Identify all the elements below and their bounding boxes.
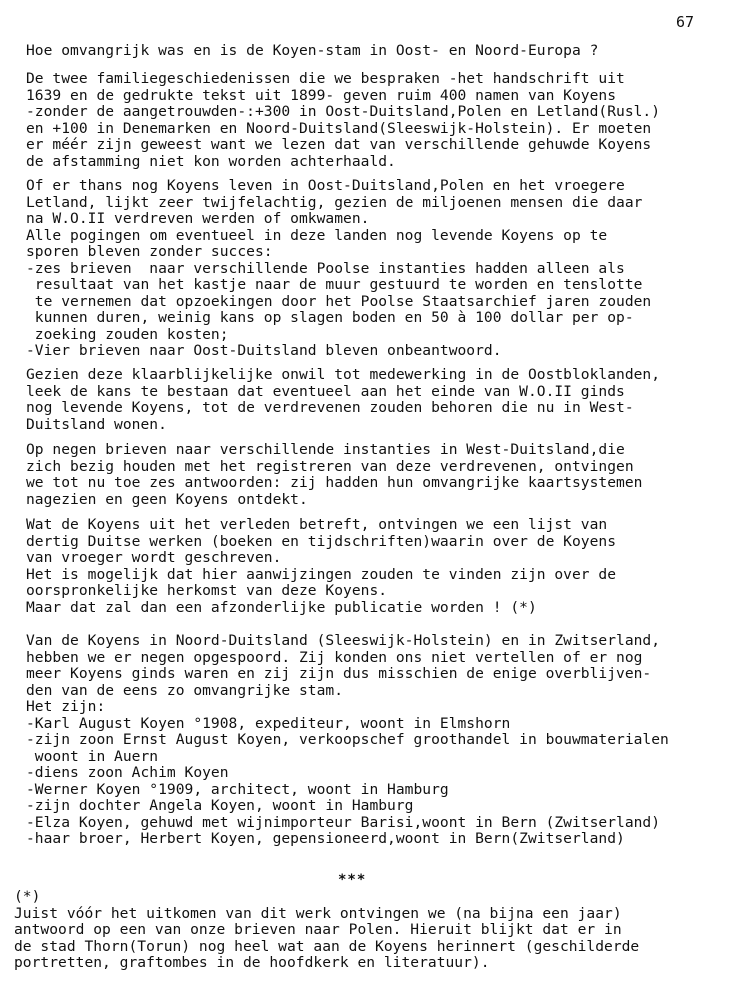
text-line: Of er thans nog Koyens leven in Oost-Duitsland,Polen en het vroegere: [26, 177, 625, 194]
text-line: hebben we er negen opgespoord. Zij konden ons niet vertellen of er nog: [26, 648, 643, 666]
list-item: -zijn dochter Angela Koyen, woont in Hamburg: [26, 797, 414, 814]
footnote: [14, 889, 754, 972]
text-line: nog levende Koyens, tot de verdrevenen zouden behoren die nu in West-: [26, 399, 634, 416]
text-line: meer Koyens ginds waren en zij zijn dus misschien de enige overblijven-: [26, 665, 652, 682]
text-line: er méér zijn geweest want we lezen dat van verschillende gehuwde Koyens: [26, 136, 652, 153]
footnote-line: antwoord op een van onze brieven naar Polen. Hieruit blijkt dat er in: [14, 921, 622, 938]
text-line: -zonder de aangetrouwden-:+300 in Oost-Duitsland,Polen en Letland(Rusl.): [26, 103, 661, 120]
list-item: -haar broer, Herbert Koyen, gepensioneerd,woont in Bern(Zwitserland): [26, 830, 625, 847]
text-line: sporen bleven zonder succes:: [26, 243, 273, 260]
text-line: we tot nu toe zes antwoorden: zij hadden hun omvangrijke kaartsystemen: [26, 474, 643, 491]
text-line: den van de eens zo omvangrijke stam.: [26, 681, 344, 699]
text-line: Maar dat zal dan een afzonderlijke publicatie worden ! (*): [26, 598, 537, 616]
page-number: 67: [676, 13, 695, 31]
text-line: Het is mogelijk dat hier aanwijzingen zouden te vinden zijn over de: [26, 565, 617, 583]
footnote-marker: (*): [14, 888, 41, 905]
text-line: oorspronkelijke herkomst van deze Koyens.: [26, 582, 388, 599]
text-line: Duitsland wonen.: [26, 415, 167, 433]
text-line: Letland, lijkt zeer twijfelachtig, gezien de miljoenen mensen die daar: [26, 193, 643, 211]
text-line: -Vier brieven naar Oost-Duitsland bleven onbeantwoord.: [26, 342, 502, 359]
text-line: zoeking zouden kosten;: [26, 325, 229, 343]
text-line: De twee familiegeschiedenissen die we bespraken -het handschrift uit: [26, 70, 625, 87]
footnote-line: Juist vóór het uitkomen van dit werk ontvingen we (na bijna een jaar): [14, 904, 622, 922]
heading: [26, 43, 756, 60]
text-line: en +100 in Denemarken en Noord-Duitsland(Sleeswijk-Holstein). Er moeten: [26, 119, 652, 137]
list-item: -zijn zoon Ernst August Koyen, verkoopschef groothandel in bouwmaterialen: [26, 731, 669, 748]
text-line: 1639 en de gedrukte tekst uit 1899- geven ruim 400 namen van Koyens: [26, 86, 617, 104]
text-line: Wat de Koyens uit het verleden betreft, ontvingen we een lijst van: [26, 516, 608, 533]
list-item: -Werner Koyen °1909, architect, woont in Hamburg: [26, 780, 449, 798]
paragraph-east-germany-search: [26, 178, 756, 360]
text-line: Van de Koyens in Noord-Duitsland (Sleeswijk-Holstein) en in Zwitserland,: [26, 632, 661, 649]
list-item: woont in Auern: [26, 747, 159, 765]
paragraph-german-works: [26, 517, 756, 616]
text-line: kunnen duren, weinig kans op slagen boden en 50 à 100 dollar per op-: [26, 309, 634, 326]
text-line: leek de kans te bestaan dat eventueel aan het einde van W.O.II ginds: [26, 382, 625, 400]
paragraph-family-histories: [26, 71, 756, 170]
text-line: dertig Duitse werken (boeken en tijdschriften)waarin over de Koyens: [26, 532, 617, 550]
text-line: Alle pogingen om eventueel in deze landen nog levende Koyens op te: [26, 226, 608, 244]
text-line: Gezien deze klaarblijkelijke onwil tot medewerking in de Oostbloklanden,: [26, 366, 661, 383]
footnote-line: de stad Thorn(Torun) nog heel wat aan de Koyens herinnert (geschilderde: [14, 937, 640, 955]
text-line: nagezien en geen Koyens ontdekt.: [26, 490, 308, 508]
paragraph-north-germany-switzerland: [26, 633, 756, 848]
text-line: te vernemen dat opzoekingen door het Poolse Staatsarchief jaren zouden: [26, 292, 652, 310]
text-line: Het zijn:: [26, 698, 106, 715]
list-item: -Karl August Koyen °1908, expediteur, woont in Elmshorn: [26, 714, 511, 732]
text-line: de afstamming niet kon worden achterhaald.: [26, 152, 396, 170]
text-line: -zes brieven naar verschillende Poolse instanties hadden alleen als: [26, 259, 625, 277]
section-separator: ***: [338, 872, 367, 888]
footnote-line: portretten, graftombes in de hoofdkerk en literatuur).: [14, 954, 490, 971]
heading-text: Hoe omvangrijk was en is de Koyen-stam in Oost- en Noord-Europa ?: [26, 42, 599, 59]
text-line: zich bezig houden met het registreren van deze verdrevenen, ontvingen: [26, 457, 634, 475]
text-line: Op negen brieven naar verschillende instanties in West-Duitsland,die: [26, 441, 625, 458]
text-line: na W.O.II verdreven werden of omkwamen.: [26, 210, 370, 227]
paragraph-west-germany-letters: [26, 442, 756, 508]
list-item: -Elza Koyen, gehuwd met wijnimporteur Barisi,woont in Bern (Zwitserland): [26, 813, 661, 831]
text-line: resultaat van het kastje naar de muur gestuurd te worden en tenslotte: [26, 276, 643, 293]
paragraph-eastern-bloc: [26, 367, 756, 433]
list-item: -diens zoon Achim Koyen: [26, 764, 229, 781]
text-line: van vroeger wordt geschreven.: [26, 549, 282, 566]
